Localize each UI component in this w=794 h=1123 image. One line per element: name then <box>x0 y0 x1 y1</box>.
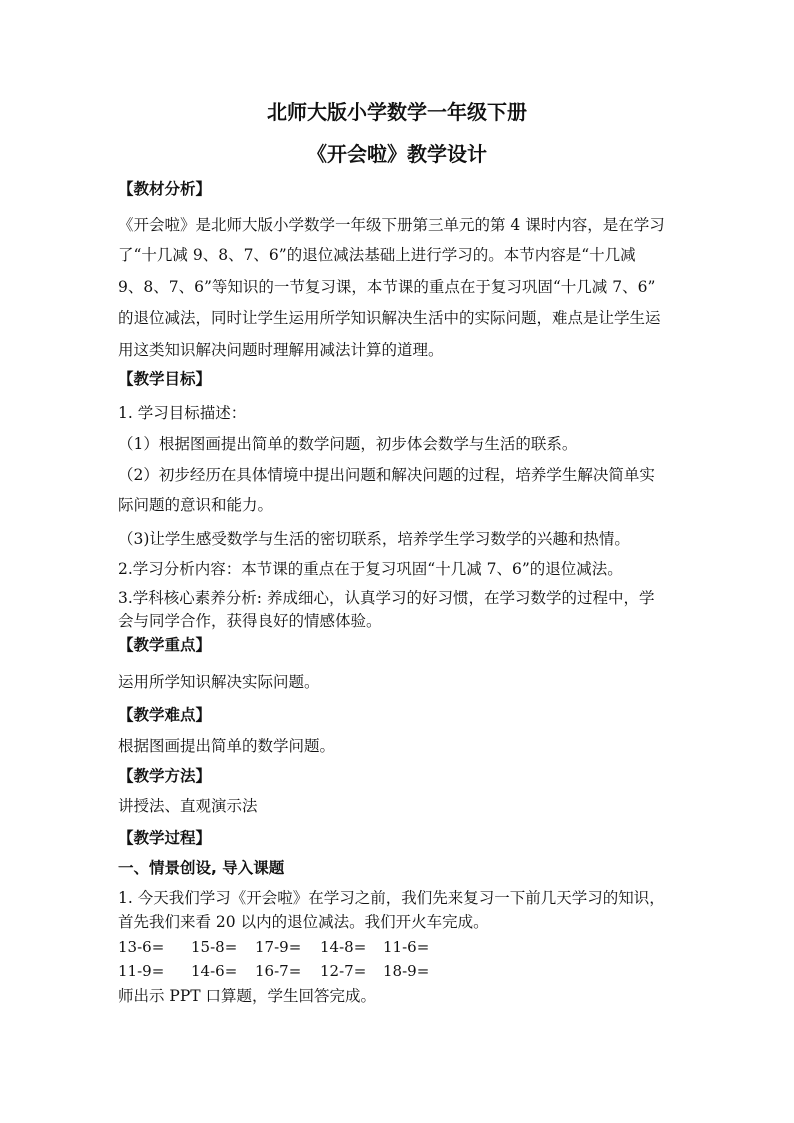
heading-method: 【教学方法】 <box>118 767 212 785</box>
goals-line: 会与同学合作，获得良好的情感体验。 <box>118 612 382 630</box>
heading-process: 【教学过程】 <box>118 829 212 847</box>
key-point-text: 运用所学知识解决实际问题。 <box>118 673 320 691</box>
goals-line: 3.学科核心素养分析: 养成细心，认真学习的好习惯，在学习数学的过程中，学 <box>118 589 655 607</box>
document-title: 北师大版小学数学一年级下册 <box>267 100 527 124</box>
calc-problem: 16-7= <box>255 962 302 980</box>
analysis-line: 的退位减法，同时让学生运用所学知识解决生活中的实际问题，难点是让学生运 <box>118 309 661 327</box>
goals-line: （1）根据图画提出简单的数学问题，初步体会数学与生活的联系。 <box>118 435 578 453</box>
difficulty-text: 根据图画提出简单的数学问题。 <box>118 737 336 755</box>
goals-line: （3)让学生感受数学与生活的密切联系，培养学生学习数学的兴趣和热情。 <box>118 530 630 548</box>
process-subheading: 一、情景创设, 导入课题 <box>118 859 285 877</box>
goals-line: 际问题的意识和能力。 <box>118 496 274 514</box>
goals-line: 2.学习分析内容：本节课的重点在于复习巩固“十几减 7、6”的退位减法。 <box>118 560 623 578</box>
document-subtitle: 《开会啦》教学设计 <box>307 142 487 166</box>
calc-problem: 17-9= <box>255 938 302 956</box>
calc-problem: 14-8= <box>320 938 367 956</box>
heading-difficulty: 【教学难点】 <box>118 706 212 724</box>
calc-problem: 13-6= <box>118 938 165 956</box>
calc-problem: 14-6= <box>191 962 238 980</box>
analysis-line: 用这类知识解决问题时理解用减法计算的道理。 <box>118 341 444 359</box>
heading-teaching-goals: 【教学目标】 <box>118 370 212 388</box>
goals-line: 1. 学习目标描述： <box>118 404 247 422</box>
calc-problem: 15-8= <box>191 938 238 956</box>
heading-textbook-analysis: 【教材分析】 <box>118 180 212 198</box>
process-line: 首先我们来看 20 以内的退位减法。我们开火车完成。 <box>118 913 489 931</box>
analysis-line: 9、8、7、6”等知识的一节复习课，本节课的重点在于复习巩固“十几减 7、6” <box>118 278 656 296</box>
process-closing: 师出示 PPT 口算题，学生回答完成。 <box>118 987 377 1005</box>
calc-problem: 12-7= <box>320 962 367 980</box>
goals-line: （2）初步经历在具体情境中提出问题和解决问题的过程，培养学生解决简单实 <box>118 466 655 484</box>
analysis-line: 《开会啦》是北师大版小学数学一年级下册第三单元的第 4 课时内容，是在学习 <box>118 216 665 234</box>
calc-problem: 11-9= <box>118 962 165 980</box>
method-text: 讲授法、直观演示法 <box>118 797 258 815</box>
calc-problem: 18-9= <box>383 962 430 980</box>
process-line: 1. 今天我们学习《开会啦》在学习之前，我们先来复习一下前几天学习的知识， <box>118 889 665 907</box>
heading-key-point: 【教学重点】 <box>118 636 212 654</box>
calc-problem: 11-6= <box>383 938 430 956</box>
analysis-line: 了“十几减 9、8、7、6”的退位减法基础上进行学习的。本节内容是“十几减 <box>118 246 636 264</box>
